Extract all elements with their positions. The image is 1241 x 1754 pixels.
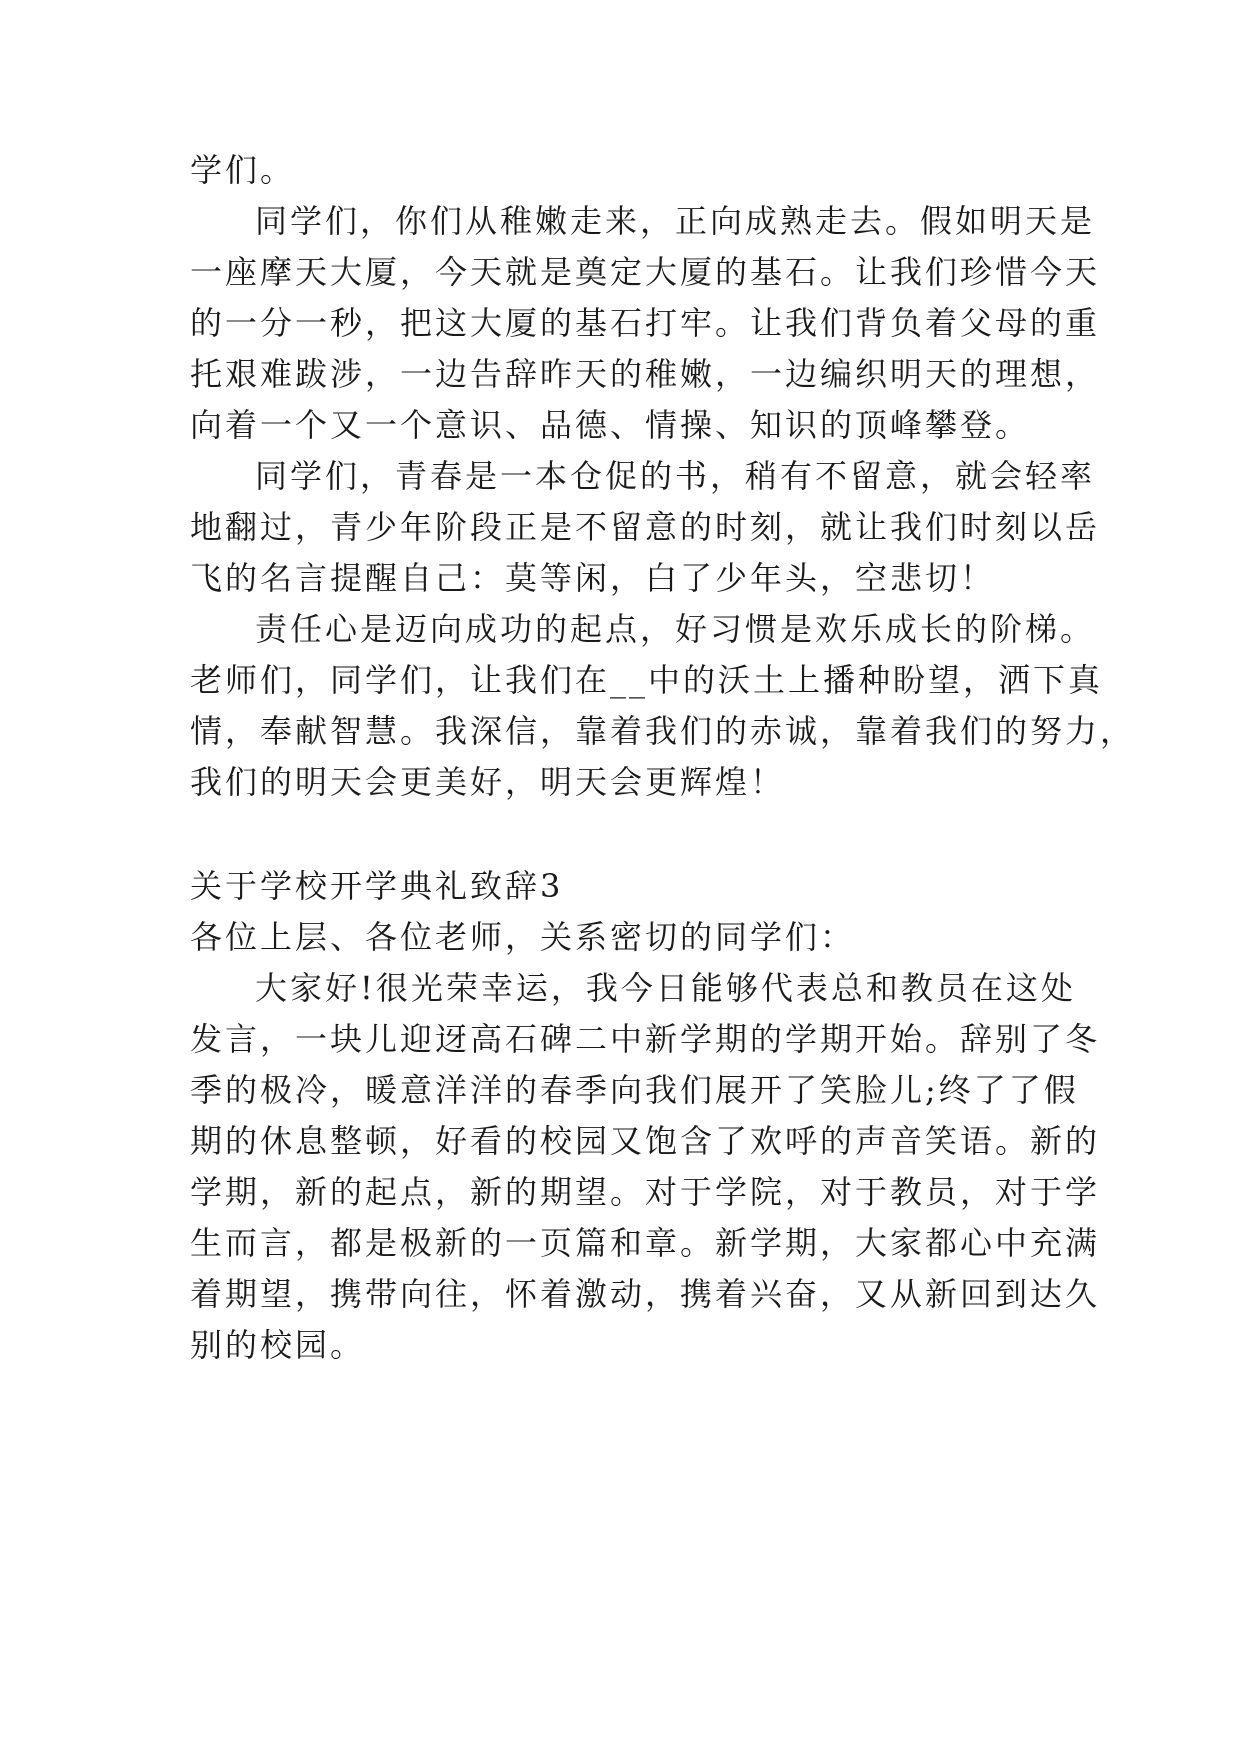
text-line: 生而言，都是极新的一页篇和章。新学期，大家都心中充满 (190, 1224, 1101, 1262)
text-line: 期的休息整顿，好看的校园又饱含了欢呼的声音笑语。新的 (190, 1122, 1101, 1160)
text-line: 发言，一块儿迎迓高石碑二中新学期的学期开始。辞别了冬 (190, 1020, 1101, 1058)
section-heading: 关于学校开学典礼致辞3 (190, 867, 564, 905)
text-line: 向着一个又一个意识、品德、情操、知识的顶峰攀登。 (190, 406, 1031, 444)
text-line: 学们。 (190, 151, 296, 189)
text-line: 地翻过，青少年阶段正是不留意的时刻，就让我们时刻以岳 (190, 508, 1101, 546)
paragraph-first-line: 同学们，青春是一本仓促的书，稍有不留意，就会轻率 (255, 457, 1096, 495)
text-line: 一座摩天大厦，今天就是奠定大厦的基石。让我们珍惜今天 (190, 253, 1101, 291)
text-line: 老师们，同学们，让我们在__中的沃土上播种盼望，洒下真 (190, 661, 1104, 699)
text-line: 飞的名言提醒自己：莫等闲，白了少年头，空悲切！ (190, 559, 996, 597)
paragraph-first-line: 大家好!很光荣幸运，我今日能够代表总和教员在这处 (255, 969, 1076, 1007)
text-line: 我们的明天会更美好，明天会更辉煌！ (190, 763, 786, 801)
text-line: 别的校园。 (190, 1326, 366, 1364)
paragraph-first-line: 责任心是迈向成功的起点，好习惯是欢乐成长的阶梯。 (255, 610, 1096, 648)
salutation: 各位上层、各位老师，关系密切的同学们： (190, 918, 856, 956)
text-line: 的一分一秒，把这大厦的基石打牢。让我们背负着父母的重 (190, 304, 1101, 342)
text-line: 托艰难跋涉，一边告辞昨天的稚嫩，一边编织明天的理想， (190, 355, 1101, 393)
text-line: 着期望，携带向往，怀着激动，携着兴奋，又从新回到达久 (190, 1275, 1101, 1313)
paragraph-first-line: 同学们，你们从稚嫩走来，正向成熟走去。假如明天是 (255, 202, 1096, 240)
text-line: 情，奉献智慧。我深信，靠着我们的赤诚，靠着我们的努力， (190, 712, 1136, 750)
text-line: 季的极冷，暖意洋洋的春季向我们展开了笑脸儿;终了了假 (190, 1071, 1079, 1109)
text-line: 学期，新的起点，新的期望。对于学院，对于教员，对于学 (190, 1173, 1101, 1211)
